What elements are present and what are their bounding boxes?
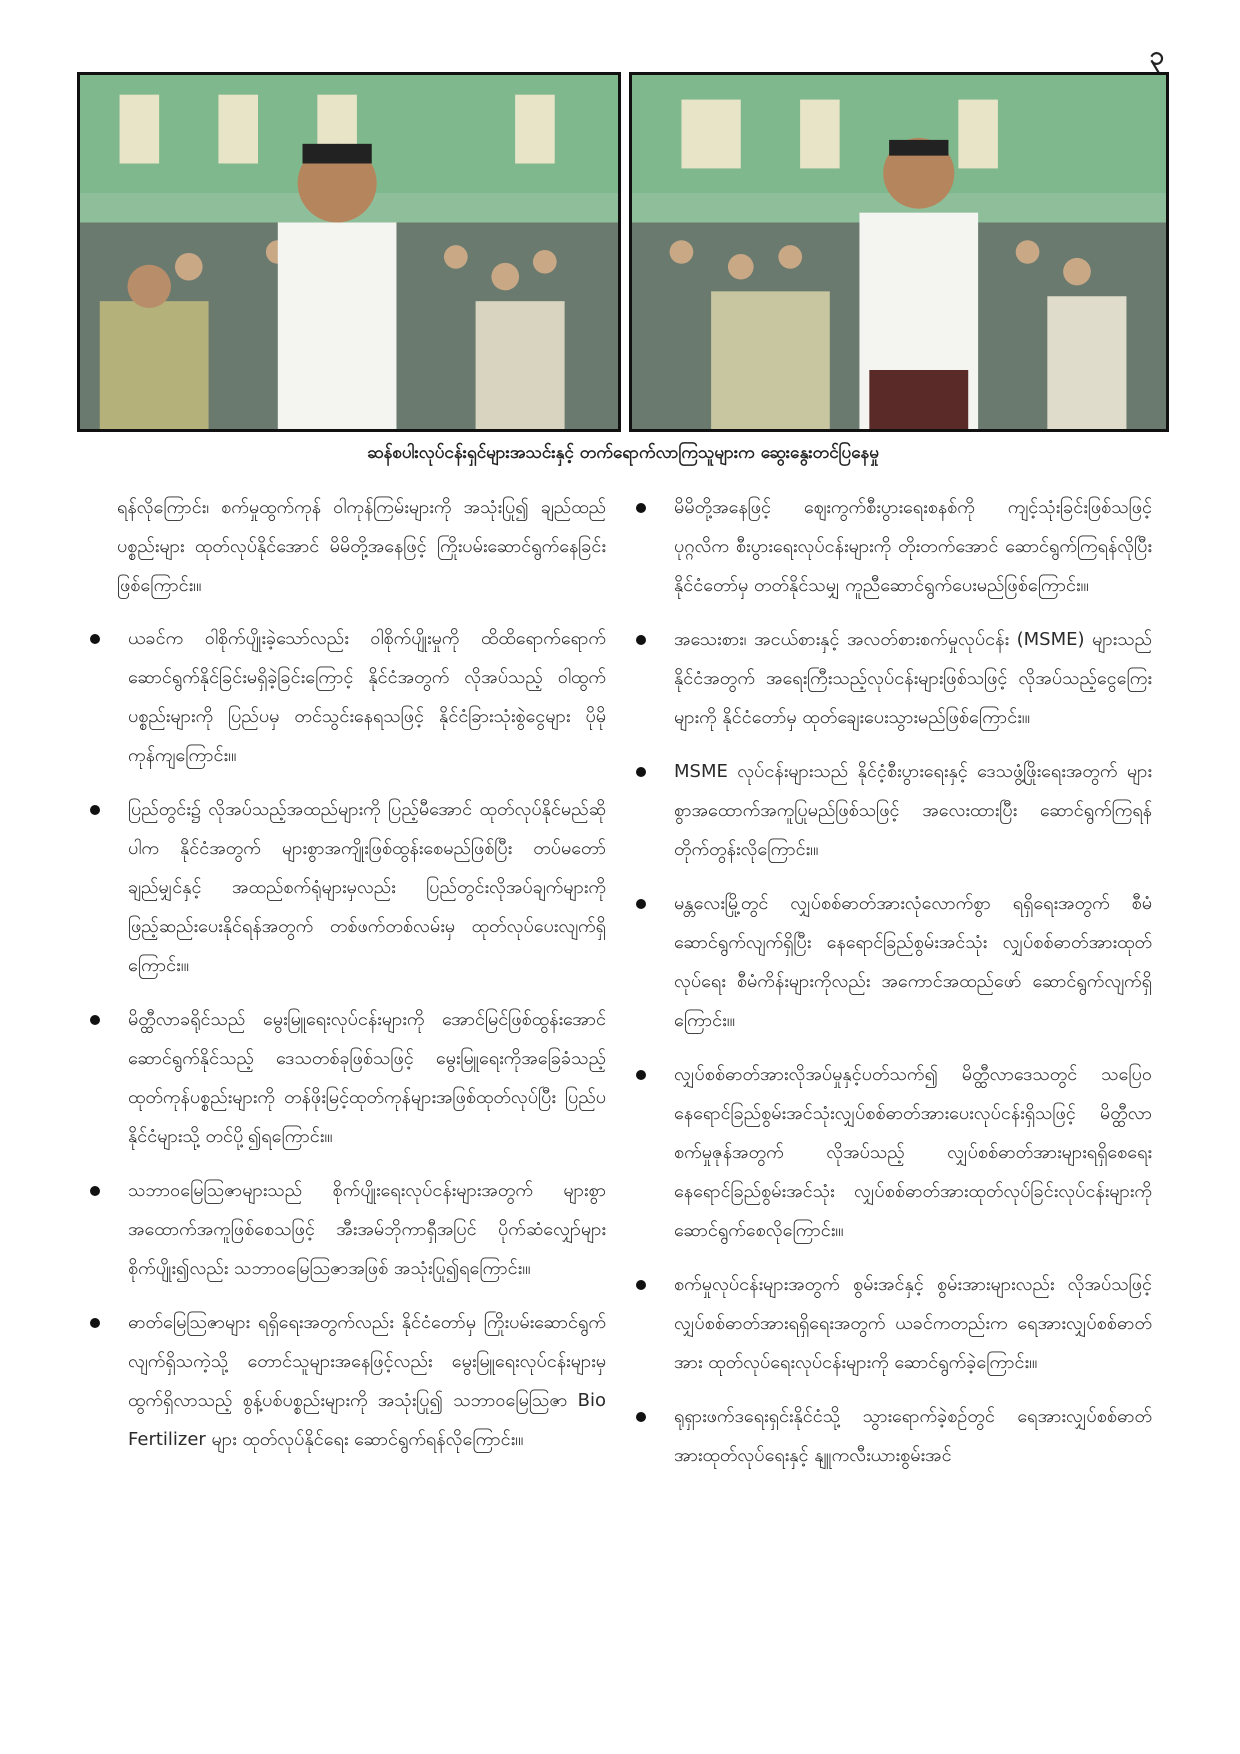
left-column: [84, 488, 606, 1474]
bullet-icon: [90, 1015, 100, 1025]
bullet-icon: [636, 1280, 646, 1290]
list-item: [630, 1265, 1152, 1382]
list-item: [84, 1303, 606, 1459]
photo-caption: ဆန်စပါးလုပ်ငန်းရှင်များအသင်းနှင့် တက်ရောက်လာကြသူများက ဆွေးနွေးတင်ပြနေမှု: [367, 443, 879, 463]
bullet-icon: [636, 1412, 646, 1422]
list-item-text: မိမိတို့အနေဖြင့် ဈေးကွက်စီးပွားရေးစနစ်ကို ကျင့်သုံးခြင်းဖြစ်သဖြင့် ပုဂ္ဂလိက စီးပွားရေးလုပ်ငန်းများကို တိုးတက်အောင် ဆောင်ရွက်ကြရန်လိုပြီး နိုင်ငံတော်မှ တတ်နိုင်သမျှ ကူညီဆောင်ရွက်ပေးမည်ဖြစ်ကြောင်း၊။: [674, 497, 1152, 596]
meeting-photo-left: [77, 72, 621, 432]
list-item-text: သဘာဝမြေဩဇာများသည် စိုက်ပျိုးရေးလုပ်ငန်းများအတွက် များစွာအထောက်အကူဖြစ်စေသဖြင့် အီးအမ်ဘိုကာရှီအပြင် ပိုက်ဆံလျှော်များစိုက်ပျိုး၍လည်း သဘာဝမြေဩဇာအဖြစ် အသုံးပြု၍ရကြောင်း၊။: [128, 1180, 606, 1279]
list-item: [630, 1055, 1152, 1250]
bullet-icon: [636, 899, 646, 909]
list-item: [84, 790, 606, 985]
list-item: [84, 619, 606, 775]
list-item-text: စက်မှုလုပ်ငန်းများအတွက် စွမ်းအင်နှင့် စွမ်းအားများလည်း လိုအပ်သဖြင့် လျှပ်စစ်ဓာတ်အားရရှိရေးအတွက် ယခင်ကတည်းက ရေအားလျှပ်စစ်ဓာတ်အား ထုတ်လုပ်ရေးလုပ်ငန်းများကို ဆောင်ရွက်ခဲ့ကြောင်း၊။: [674, 1274, 1152, 1373]
bullet-icon: [90, 634, 100, 644]
list-item-text: မန္တလေးမြို့တွင် လျှပ်စစ်ဓာတ်အားလုံလောက်စွာ ရရှိရေးအတွက် စီမံဆောင်ရွက်လျက်ရှိပြီး နေရောင်ခြည်စွမ်းအင်သုံး လျှပ်စစ်ဓာတ်အားထုတ်လုပ်ရေး စီမံကိန်းများကိုလည်း အကောင်အထည်ဖော် ဆောင်ရွက်လျက်ရှိကြောင်း၊။: [674, 893, 1152, 1031]
list-item: [630, 488, 1152, 605]
photo-icon: [632, 75, 1166, 429]
photo-icon: [80, 75, 618, 429]
list-item-text: ရုရှားဖက်ဒရေးရှင်းနိုင်ငံသို့ သွားရောက်ခဲ့စဉ်တွင် ရေအားလျှပ်စစ်ဓာတ်အားထုတ်လုပ်ရေးနှင့် နျူကလီးယားစွမ်းအင်: [674, 1406, 1152, 1466]
bullet-icon: [636, 503, 646, 513]
list-item: [630, 752, 1152, 869]
list-item-text: အသေးစား၊ အငယ်စားနှင့် အလတ်စားစက်မှုလုပ်ငန်း (MSME) များသည် နိုင်ငံအတွက် အရေးကြီးသည့်လုပ်ငန်းများဖြစ်သဖြင့် လိုအပ်သည့်ငွေကြေးများကို နိုင်ငံတော်မှ ထုတ်ချေးပေးသွားမည်ဖြစ်ကြောင်း၊။: [674, 629, 1152, 728]
list-item-text: ဓာတ်မြေဩဇာများ ရရှိရေးအတွက်လည်း နိုင်ငံတော်မှ ကြိုးပမ်းဆောင်ရွက်လျက်ရှိသကဲ့သို့ တောင်သူများအနေဖြင့်လည်း မွေးမြူရေးလုပ်ငန်းများမှ ထွက်ရှိလာသည့် စွန့်ပစ်ပစ္စည်းများကို အသုံးပြု၍ သဘာဝမြေဩဇာ Bio Fertilizer များ ထုတ်လုပ်နိုင်ရေး ဆောင်ရွက်ရန်လိုကြောင်း၊။: [128, 1312, 606, 1450]
list-item-text: ပြည်တွင်း၌ လိုအပ်သည့်အထည်များကို ပြည့်မီအောင် ထုတ်လုပ်နိုင်မည်ဆိုပါက နိုင်ငံအတွက် များစွာအကျိုးဖြစ်ထွန်းစေမည်ဖြစ်ပြီး တပ်မတော်ချည်မျှင်နှင့် အထည်စက်ရုံများမှလည်း ပြည်တွင်းလိုအပ်ချက်များကို ဖြည့်ဆည်းပေးနိုင်ရန်အတွက် တစ်ဖက်တစ်လမ်းမှ ထုတ်လုပ်ပေးလျက်ရှိကြောင်း၊။: [128, 799, 606, 976]
meeting-photo-right: [629, 72, 1169, 432]
page-number: ၃: [1149, 41, 1164, 71]
list-item-text: လျှပ်စစ်ဓာတ်အားလိုအပ်မှုနှင့်ပတ်သက်၍ မိတ္ထီလာဒေသတွင် သပြေဝနေရောင်ခြည်စွမ်းအင်သုံးလျှပ်စစ်ဓာတ်အားပေးလုပ်ငန်းရှိသဖြင့် မိတ္ထီလာစက်မှုဇုန်အတွက် လိုအပ်သည့် လျှပ်စစ်ဓာတ်အားများရရှိစေရေး နေရောင်ခြည်စွမ်းအင်သုံး လျှပ်စစ်ဓာတ်အားထုတ်လုပ်ခြင်းလုပ်ငန်းများကို ဆောင်ရွက်စေလိုကြောင်း၊။: [674, 1064, 1152, 1241]
continued-paragraph: ရန်လိုကြောင်း၊ စက်မှုထွက်ကုန် ဝါကုန်ကြမ်းများကို အသုံးပြု၍ ချည်ထည်ပစ္စည်းများ ထုတ်လုပ်နိုင်အောင် မိမိတို့အနေဖြင့် ကြိုးပမ်းဆောင်ရွက်နေခြင်းဖြစ်ကြောင်း၊။: [117, 497, 606, 596]
list-item: [630, 1397, 1152, 1475]
list-item-text: ယခင်က ဝါစိုက်ပျိုးခဲ့သော်လည်း ဝါစိုက်ပျိုးမှုကို ထိထိရောက်ရောက် ဆောင်ရွက်နိုင်ခြင်းမရှိခဲ့ခြင်းကြောင့် နိုင်ငံအတွက် လိုအပ်သည့် ဝါထွက်ပစ္စည်းများကို ပြည်ပမှ တင်သွင်းနေရသဖြင့် နိုင်ငံခြားသုံးစွဲငွေများ ပိုမိုကုန်ကျကြောင်း၊။: [128, 628, 606, 766]
bullet-icon: [636, 1070, 646, 1080]
list-item-text: MSME လုပ်ငန်းများသည် နိုင်ငံ့စီးပွားရေးနှင့် ဒေသဖွံ့ဖြိုးရေးအတွက် များစွာအထောက်အကူပြုမည်ဖြစ်သဖြင့် အလေးထားပြီး ဆောင်ရွက်ကြရန် တိုက်တွန်းလိုကြောင်း၊။: [674, 761, 1152, 860]
bullet-icon: [636, 635, 646, 645]
bullet-icon: [90, 1186, 100, 1196]
list-item-text: မိတ္ထီလာခရိုင်သည် မွေးမြူရေးလုပ်ငန်းများကို အောင်မြင်ဖြစ်ထွန်းအောင် ဆောင်ရွက်နိုင်သည့် ဒေသတစ်ခုဖြစ်သဖြင့် မွေးမြူရေးကိုအခြေခံသည့် ထုတ်ကုန်ပစ္စည်းများကို တန်ဖိုးမြင့်ထုတ်ကုန်များအဖြစ်ထုတ်လုပ်ပြီး ပြည်ပနိုင်ငံများသို့ တင်ပို့၍ရကြောင်း၊။: [128, 1009, 606, 1147]
list-item: [84, 1171, 606, 1288]
bullet-icon: [636, 767, 646, 777]
list-item: [630, 620, 1152, 737]
bullet-icon: [90, 805, 100, 815]
right-column: [630, 488, 1152, 1490]
list-item: [84, 1000, 606, 1156]
list-item: [630, 884, 1152, 1040]
bullet-icon: [90, 1318, 100, 1328]
